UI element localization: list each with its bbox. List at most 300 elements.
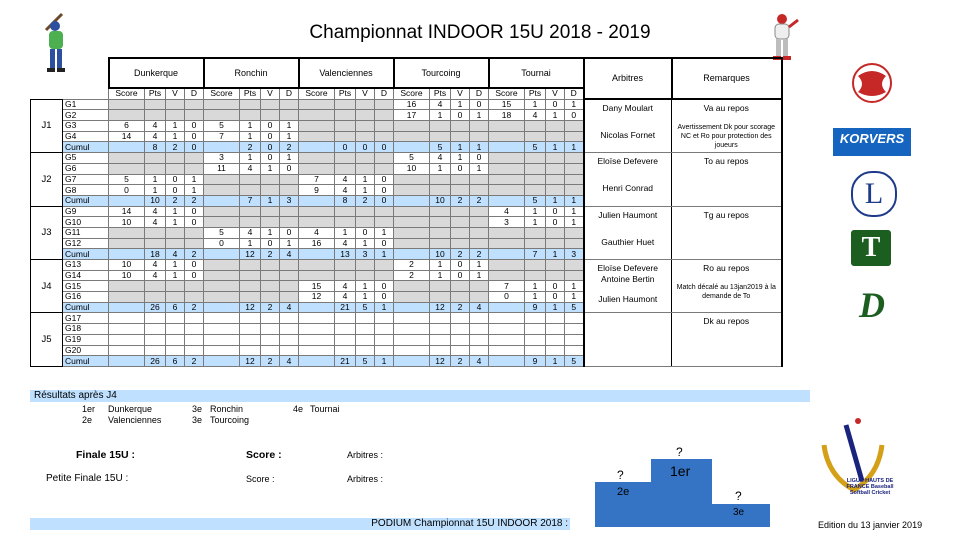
club-logo-d [855,285,889,325]
score-cell [394,292,430,303]
cumul-cell: 3 [356,249,375,260]
score-cell [240,313,261,324]
score-cell [394,238,430,249]
game-label: G7 [63,174,109,185]
score-cell: 1 [430,163,451,174]
score-cell: 1 [240,153,261,164]
cumul-cell: 21 [335,356,356,367]
cumul-cell: 1 [261,195,280,206]
result-team: Valenciennes [108,415,162,425]
cumul-cell: 2 [451,356,470,367]
score-cell: 1 [430,260,451,271]
score-cell: 0 [489,292,525,303]
score-cell [546,227,565,238]
cumul-cell [109,195,145,206]
score-cell [394,334,430,345]
score-cell [394,313,430,324]
cumul-cell: 2 [261,356,280,367]
cumul-cell: 5 [525,195,546,206]
score-cell [145,334,166,345]
score-cell: 0 [280,227,299,238]
results-heading: Résultats après J4 [30,390,810,402]
score-cell: 1 [470,110,489,121]
cumul-cell: 0 [335,142,356,153]
score-cell [525,163,546,174]
score-cell [280,281,299,292]
score-cell [185,227,204,238]
journee-label: J5 [31,313,63,366]
score-cell [204,334,240,345]
podium-third-name: ? [735,489,742,503]
column-subheader: V [451,88,470,99]
score-cell [335,270,356,281]
score-cell: 1 [280,121,299,132]
score-cell [204,260,240,271]
cumul-cell: 8 [335,195,356,206]
column-subheader: D [280,88,299,99]
score-cell: 0 [375,292,394,303]
column-subheader: Score [204,88,240,99]
score-cell [185,163,204,174]
cumul-cell: 26 [145,356,166,367]
score-cell [489,174,525,185]
score-cell: 3 [489,217,525,228]
cumul-cell: 4 [280,249,299,260]
cumul-cell [109,249,145,260]
score-cell [109,227,145,238]
score-cell [451,174,470,185]
score-cell [261,345,280,356]
finale-label: Finale 15U : [76,449,135,461]
score-cell: 0 [451,260,470,271]
score-cell: 1 [565,281,584,292]
score-cell: 0 [546,292,565,303]
score-cell: 11 [204,163,240,174]
score-cell [240,260,261,271]
score-cell [546,345,565,356]
score-cell [470,206,489,217]
score-cell [565,270,584,281]
column-subheader: Pts [525,88,546,99]
column-subheader: D [470,88,489,99]
score-cell: 4 [525,110,546,121]
remarques-cell [672,206,782,259]
score-cell [451,217,470,228]
score-cell [166,334,185,345]
cumul-cell: 5 [356,302,375,313]
game-label: G6 [63,163,109,174]
journee-label: J3 [31,206,63,259]
score-cell [356,260,375,271]
score-cell [240,99,261,110]
score-cell: 1 [280,131,299,142]
score-cell [525,270,546,281]
score-cell: 1 [430,270,451,281]
finale-arbitres-label: Arbitres : [347,450,384,460]
game-label: G4 [63,131,109,142]
result-rank: 3e [192,404,203,414]
score-cell [240,206,261,217]
cumul-cell [394,302,430,313]
score-cell: 4 [335,174,356,185]
cumul-cell: 1 [375,249,394,260]
score-cell [280,185,299,196]
score-cell [394,217,430,228]
score-cell: 5 [109,174,145,185]
score-cell [489,163,525,174]
score-cell: 1 [240,121,261,132]
score-cell [430,345,451,356]
cumul-cell: 3 [280,195,299,206]
score-cell [109,313,145,324]
score-cell [565,238,584,249]
score-cell [240,345,261,356]
score-cell [240,334,261,345]
score-cell [430,313,451,324]
score-cell [546,185,565,196]
score-cell: 10 [109,217,145,228]
journee-label: J4 [31,260,63,313]
score-cell [299,324,335,335]
score-cell [451,206,470,217]
score-cell [489,185,525,196]
score-cell [204,206,240,217]
score-cell: 0 [565,110,584,121]
cumul-cell: 10 [430,249,451,260]
club-logo-t-text: T [861,232,881,263]
score-cell [185,110,204,121]
score-cell [166,281,185,292]
cumul-label: Cumul [63,302,109,313]
cumul-cell: 12 [430,302,451,313]
cumul-cell: 0 [375,142,394,153]
score-cell [335,260,356,271]
cumul-cell: 5 [565,302,584,313]
score-cell [451,281,470,292]
score-cell [565,131,584,142]
score-cell [166,110,185,121]
cumul-cell [204,249,240,260]
score-cell: 4 [145,260,166,271]
cumul-cell: 2 [451,195,470,206]
score-cell: 4 [299,227,335,238]
score-cell: 1 [356,292,375,303]
score-cell [525,334,546,345]
score-cell [525,174,546,185]
score-cell [204,313,240,324]
score-cell [240,185,261,196]
score-cell: 1 [356,185,375,196]
podium-first-name: ? [676,445,683,459]
score-cell [451,121,470,132]
arbitres-header: Arbitres [584,58,672,99]
game-label: G11 [63,227,109,238]
score-cell: 4 [240,227,261,238]
score-cell [335,206,356,217]
score-cell [565,185,584,196]
game-label: G9 [63,206,109,217]
score-cell [204,110,240,121]
score-cell [489,324,525,335]
score-cell [299,163,335,174]
cumul-cell: 2 [240,142,261,153]
score-cell [394,345,430,356]
column-subheader: Pts [145,88,166,99]
score-cell [394,131,430,142]
game-label: G16 [63,292,109,303]
cumul-cell [109,142,145,153]
club-logo-red [848,62,896,104]
corner-blank [31,58,109,88]
score-cell [356,270,375,281]
score-cell [185,345,204,356]
score-cell: 1 [451,99,470,110]
score-cell [185,334,204,345]
arbitre-name: Eloïse Defevere [597,156,658,167]
score-cell [489,153,525,164]
podium-second-rank: 2e [617,486,630,498]
score-cell [261,217,280,228]
score-cell: 0 [280,163,299,174]
cumul-cell: 12 [240,302,261,313]
score-cell [145,292,166,303]
score-cell [145,313,166,324]
score-cell [299,121,335,132]
score-cell: 1 [356,174,375,185]
score-cell: 1 [470,270,489,281]
cumul-cell: 4 [470,302,489,313]
score-cell [109,99,145,110]
score-cell [109,153,145,164]
score-cell [356,121,375,132]
score-cell: 1 [525,99,546,110]
score-cell [356,131,375,142]
score-cell [546,270,565,281]
score-cell [109,281,145,292]
score-cell [546,313,565,324]
score-cell [546,334,565,345]
game-label: G8 [63,185,109,196]
score-cell: 1 [166,217,185,228]
cumul-label: Cumul [63,356,109,367]
score-cell [240,292,261,303]
score-cell [185,292,204,303]
score-cell [166,99,185,110]
score-cell [375,324,394,335]
score-cell [261,292,280,303]
score-cell [375,334,394,345]
score-cell [299,99,335,110]
score-cell [470,185,489,196]
score-cell: 4 [145,131,166,142]
score-cell [109,334,145,345]
cumul-cell: 2 [261,302,280,313]
score-cell: 1 [470,260,489,271]
column-subheader: Pts [335,88,356,99]
score-cell: 1 [185,174,204,185]
score-cell [204,99,240,110]
cumul-cell: 12 [430,356,451,367]
score-cell [261,281,280,292]
score-cell [430,227,451,238]
game-label: G10 [63,217,109,228]
score-cell [394,324,430,335]
score-cell: 4 [145,206,166,217]
arbitre-name: Gauthier Huet [601,236,655,247]
podium-third-rank: 3e [733,507,745,518]
score-cell [451,324,470,335]
score-cell [394,227,430,238]
score-cell [375,163,394,174]
score-cell [356,313,375,324]
score-cell: 0 [185,217,204,228]
score-cell: 4 [145,217,166,228]
game-label: G1 [63,99,109,110]
cumul-cell: 8 [145,142,166,153]
score-cell: 0 [451,270,470,281]
score-cell [375,121,394,132]
cumul-cell: 1 [470,142,489,153]
cumul-cell [299,142,335,153]
score-cell [356,324,375,335]
score-cell [261,99,280,110]
score-cell [109,110,145,121]
score-cell [166,238,185,249]
score-cell: 4 [335,238,356,249]
score-cell: 1 [565,99,584,110]
score-cell: 0 [185,260,204,271]
score-cell: 0 [375,174,394,185]
score-cell: 1 [145,185,166,196]
score-cell: 1 [525,217,546,228]
score-cell: 1 [280,153,299,164]
score-cell [335,153,356,164]
score-cell [166,292,185,303]
game-label: G14 [63,270,109,281]
cumul-cell: 1 [546,356,565,367]
cumul-cell: 0 [261,142,280,153]
score-cell [261,206,280,217]
result-rank: 2e [82,415,93,425]
arbitre-name: Nicolas Fornet [600,130,656,141]
score-cell: 1 [565,292,584,303]
score-cell: 1 [166,121,185,132]
score-cell [335,110,356,121]
game-label: G12 [63,238,109,249]
score-cell [470,131,489,142]
score-cell [375,206,394,217]
score-cell [166,324,185,335]
score-cell: 16 [394,99,430,110]
result-team: Dunkerque [108,404,153,414]
score-cell [145,345,166,356]
remarque-text: Match décalé au 13jan2019 à la demande de To [676,284,776,300]
column-subheader: Pts [240,88,261,99]
result-rank: 1er [82,404,96,414]
score-cell: 0 [109,185,145,196]
column-subheader: D [565,88,584,99]
score-cell [430,334,451,345]
score-cell [240,270,261,281]
score-cell: 10 [109,260,145,271]
podium-second-name: ? [617,468,624,482]
cumul-cell: 7 [525,249,546,260]
remarques-cell [672,313,782,366]
score-cell: 1 [430,110,451,121]
score-cell [470,292,489,303]
cumul-cell: 4 [470,356,489,367]
page-title: Championnat INDOOR 15U 2018 - 2019 [309,22,651,43]
arbitres-cell [584,206,672,259]
score-cell [525,238,546,249]
cumul-cell [394,356,430,367]
score-cell [451,292,470,303]
score-cell: 0 [375,185,394,196]
score-cell [240,324,261,335]
score-cell [489,260,525,271]
score-cell: 1 [525,292,546,303]
score-cell: 0 [546,206,565,217]
score-cell: 18 [489,110,525,121]
score-cell [145,110,166,121]
score-cell [204,217,240,228]
score-cell [546,153,565,164]
score-cell [145,99,166,110]
score-cell: 10 [394,163,430,174]
cumul-cell [489,142,525,153]
score-cell: 1 [525,206,546,217]
column-subheader: Score [394,88,430,99]
score-cell [204,281,240,292]
finale-score-label: Score : [246,449,282,461]
game-label: G5 [63,153,109,164]
score-cell [525,260,546,271]
score-cell: 7 [489,281,525,292]
score-cell [546,174,565,185]
score-cell [525,153,546,164]
game-label: G3 [63,121,109,132]
score-cell [280,313,299,324]
score-cell [470,313,489,324]
result-team: Ronchin [210,404,244,414]
score-cell [261,174,280,185]
score-cell: 0 [261,131,280,142]
arbitre-name: Julien Haumont [598,209,658,220]
cumul-cell: 1 [546,195,565,206]
score-cell: 5 [204,121,240,132]
score-cell [470,174,489,185]
cumul-cell: 1 [565,142,584,153]
score-cell: 5 [394,153,430,164]
score-cell [335,163,356,174]
cumul-cell: 1 [546,249,565,260]
score-cell [299,206,335,217]
score-cell: 4 [335,292,356,303]
score-cell [489,334,525,345]
column-subheader: D [185,88,204,99]
score-cell: 4 [145,270,166,281]
cumul-cell [109,302,145,313]
cumul-cell [204,356,240,367]
score-cell [430,185,451,196]
score-cell [335,99,356,110]
score-cell [280,270,299,281]
cumul-cell: 10 [145,195,166,206]
remarque-text: To au repos [704,156,749,167]
arbitre-name: Henri Conrad [602,183,654,194]
score-cell: 0 [375,238,394,249]
podium-label: PODIUM Championnat 15U INDOOR 2018 : [30,518,570,530]
